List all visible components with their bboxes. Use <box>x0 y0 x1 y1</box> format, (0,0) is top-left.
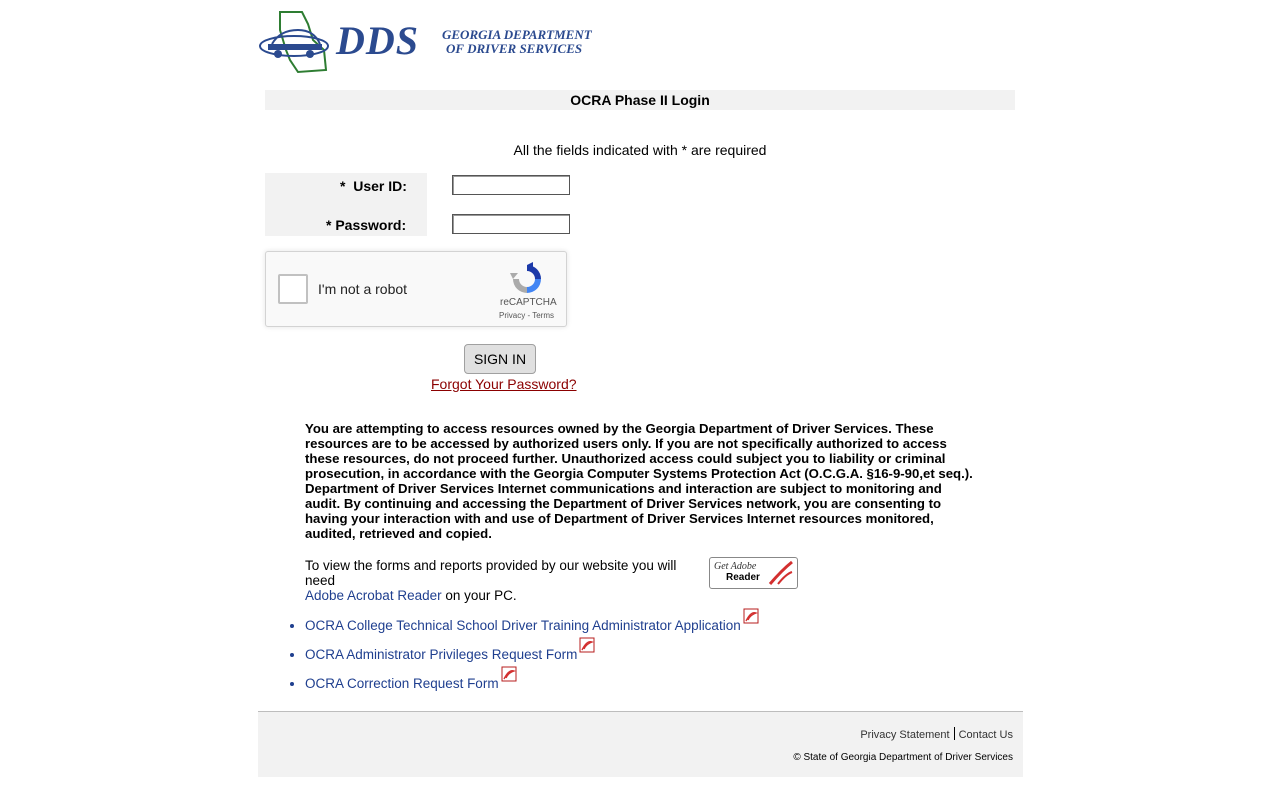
footer-copyright: © State of Georgia Department of Driver Services <box>793 752 1013 763</box>
adobe-text-after: on your PC. <box>441 588 517 603</box>
form-link-correction-request[interactable]: OCRA Correction Request Form <box>305 676 499 691</box>
recaptcha-brand: reCAPTCHA <box>500 297 557 308</box>
adobe-badge-reader: Reader <box>726 572 760 583</box>
list-item <box>305 637 759 666</box>
recaptcha-terms-link[interactable]: Terms <box>532 311 554 320</box>
footer <box>258 711 1023 777</box>
list-item <box>305 666 759 695</box>
user-id-input[interactable] <box>452 175 570 195</box>
logo-wordmark: DDS <box>336 18 420 63</box>
privacy-statement-link[interactable]: Privacy Statement <box>860 729 950 741</box>
form-link-admin-privileges[interactable]: OCRA Administrator Privileges Request Form <box>305 647 578 662</box>
forms-list <box>287 608 759 695</box>
sign-in-button[interactable]: SIGN IN <box>464 344 536 374</box>
recaptcha-privacy-link[interactable]: Privacy <box>499 311 526 320</box>
adobe-text-before: To view the forms and reports provided by our website you will need <box>305 558 677 588</box>
password-label: * Password: <box>326 217 407 233</box>
password-input[interactable] <box>452 214 570 234</box>
contact-us-link[interactable]: Contact Us <box>958 729 1013 741</box>
recaptcha-icon <box>510 262 544 296</box>
footer-links <box>860 727 1013 741</box>
list-item <box>305 608 759 637</box>
pdf-icon[interactable] <box>501 666 517 682</box>
access-notice: You are attempting to access resources owned by the Georgia Department of Driver Services. These resources are to be accessed by authorized users only. If you are not specifically authorized to access these resources, do not proceed further. Unauthorized access could subject you to liability or criminal prosecution, in accordance with the Georgia Computer Systems Protection Act (O.C.G.A. §16-9-90,et seq.). Department of Driver Services Internet communications and interaction are subject to monitoring and audit. By continuing and accessing the Department of Driver Services network, you are consenting to having your interaction with and use of Department of Driver Services Internet resources monitored, audited, retrieved and copied. <box>305 421 973 541</box>
pdf-icon[interactable] <box>579 637 595 653</box>
adobe-badge-get: Get Adobe <box>714 561 757 572</box>
adobe-logo-icon <box>768 560 794 586</box>
recaptcha-checkbox[interactable] <box>278 274 308 304</box>
footer-separator <box>954 727 955 740</box>
recaptcha-links <box>499 311 554 320</box>
user-id-label: * User ID: <box>340 178 407 194</box>
forgot-password-link[interactable]: Forgot Your Password? <box>431 376 577 392</box>
adobe-reader-link[interactable]: Adobe Acrobat Reader <box>305 588 442 603</box>
org-name-line2: OF DRIVER SERVICES <box>446 41 583 56</box>
org-name-line1: GEORGIA DEPARTMENT <box>442 27 592 42</box>
recaptcha-label: I'm not a robot <box>318 281 408 297</box>
recaptcha-widget <box>265 251 567 327</box>
page-title: OCRA Phase II Login <box>265 90 1015 110</box>
required-note: All the fields indicated with * are required <box>513 142 767 158</box>
form-link-college-technical[interactable]: OCRA College Technical School Driver Training Administrator Application <box>305 618 741 633</box>
pdf-icon[interactable] <box>743 608 759 624</box>
recaptcha-separator: - <box>527 311 531 320</box>
adobe-reader-badge[interactable] <box>709 557 798 589</box>
adobe-reader-note <box>305 558 705 603</box>
